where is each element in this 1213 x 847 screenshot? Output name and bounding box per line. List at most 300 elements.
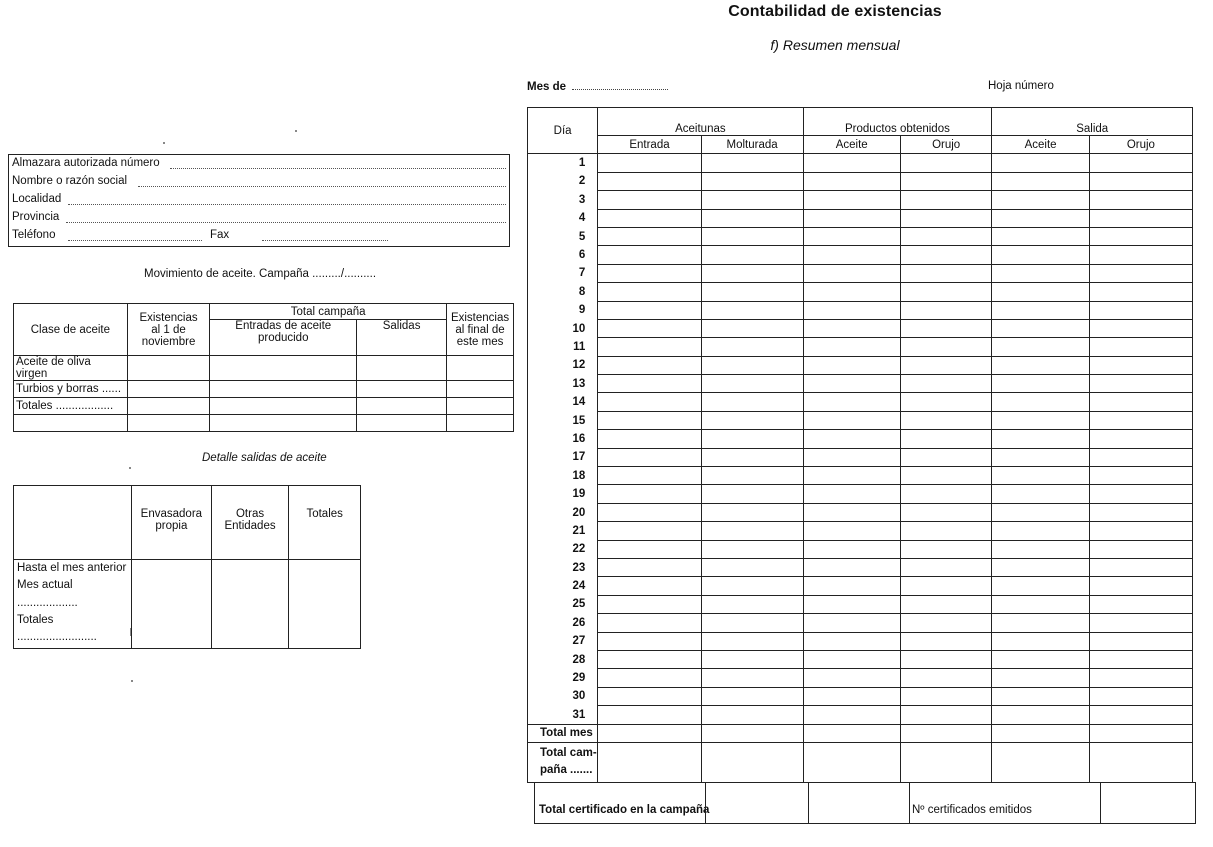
cell[interactable]: [701, 614, 803, 632]
cell[interactable]: [900, 154, 991, 172]
cell[interactable]: [598, 338, 701, 356]
cell[interactable]: [900, 669, 991, 687]
cell[interactable]: [992, 687, 1089, 705]
cell[interactable]: [1089, 650, 1192, 668]
resumen-table: [527, 107, 1193, 783]
cell[interactable]: [900, 706, 991, 724]
cert-cell-1[interactable]: [705, 783, 808, 823]
cell[interactable]: [357, 356, 447, 381]
cell[interactable]: [992, 356, 1089, 374]
cell[interactable]: [1089, 338, 1192, 356]
cell[interactable]: [1089, 706, 1192, 724]
cell[interactable]: [803, 430, 900, 448]
cell[interactable]: [701, 632, 803, 650]
cell[interactable]: [701, 540, 803, 558]
id-row-provincia[interactable]: [12, 211, 59, 228]
cell[interactable]: [803, 209, 900, 227]
cell[interactable]: [701, 154, 803, 172]
day-number: 12: [528, 356, 598, 374]
cell[interactable]: [701, 430, 803, 448]
cell[interactable]: [900, 742, 991, 782]
cell[interactable]: [900, 264, 991, 282]
cell[interactable]: [598, 209, 701, 227]
cell[interactable]: [900, 319, 991, 337]
day-row: [528, 650, 1193, 668]
cell[interactable]: [1089, 614, 1192, 632]
movimiento-table: [13, 303, 514, 432]
cell[interactable]: [598, 301, 701, 319]
hoja-label: Hoja número: [988, 80, 1054, 92]
day-row: [528, 595, 1193, 613]
cell[interactable]: [803, 393, 900, 411]
cell[interactable]: [803, 319, 900, 337]
cell[interactable]: [900, 356, 991, 374]
cell[interactable]: [598, 264, 701, 282]
cell[interactable]: [803, 301, 900, 319]
cell[interactable]: [1089, 669, 1192, 687]
sub-orujo: Orujo: [900, 136, 991, 154]
cell[interactable]: [992, 724, 1089, 742]
cell[interactable]: [900, 558, 991, 576]
day-row: [528, 264, 1193, 282]
cell[interactable]: [598, 411, 701, 429]
cell[interactable]: [803, 632, 900, 650]
cell[interactable]: [992, 338, 1089, 356]
cell[interactable]: [598, 467, 701, 485]
col-otras: Otras Entidades: [211, 486, 289, 560]
cell[interactable]: [447, 398, 514, 415]
cell[interactable]: [803, 687, 900, 705]
day-row: [528, 301, 1193, 319]
id-row-nombre[interactable]: [12, 175, 127, 192]
cell[interactable]: [447, 381, 514, 398]
day-row: [528, 448, 1193, 466]
cell[interactable]: [992, 503, 1089, 521]
cell[interactable]: [900, 687, 991, 705]
cell[interactable]: [900, 724, 991, 742]
cell[interactable]: [598, 742, 701, 782]
cell[interactable]: [992, 448, 1089, 466]
cell[interactable]: [803, 172, 900, 190]
day-number: 6: [528, 246, 598, 264]
day-number: 4: [528, 209, 598, 227]
cell[interactable]: [900, 411, 991, 429]
cell[interactable]: [701, 246, 803, 264]
id-dots: [170, 168, 506, 169]
day-row: [528, 393, 1193, 411]
cell[interactable]: [598, 650, 701, 668]
cell[interactable]: [992, 540, 1089, 558]
col-envasadora: Envasadora propia: [132, 486, 212, 560]
cell[interactable]: [1089, 687, 1192, 705]
cell[interactable]: [803, 246, 900, 264]
cell[interactable]: [803, 650, 900, 668]
id-label: Almazara autorizada número: [12, 157, 160, 169]
cell[interactable]: [701, 650, 803, 668]
day-row: [528, 209, 1193, 227]
cell[interactable]: [992, 246, 1089, 264]
cell[interactable]: [701, 209, 803, 227]
cell[interactable]: [127, 356, 210, 381]
cell[interactable]: [992, 375, 1089, 393]
cell[interactable]: [701, 393, 803, 411]
row-total-campana: Total cam- paña .......: [528, 742, 598, 782]
cell[interactable]: [598, 485, 701, 503]
day-number: 30: [528, 687, 598, 705]
cell[interactable]: [803, 411, 900, 429]
cell[interactable]: [598, 172, 701, 190]
id-row-almazara[interactable]: [12, 157, 160, 174]
cell[interactable]: [598, 356, 701, 374]
day-number: 7: [528, 264, 598, 282]
cell[interactable]: [598, 706, 701, 724]
cell[interactable]: [1089, 485, 1192, 503]
cell[interactable]: [1089, 375, 1192, 393]
cell[interactable]: [701, 227, 803, 245]
cell[interactable]: [598, 540, 701, 558]
day-number: 26: [528, 614, 598, 632]
cell[interactable]: [701, 577, 803, 595]
det-row-actual: Mes actual ...................: [17, 579, 78, 609]
cell[interactable]: [701, 338, 803, 356]
cell[interactable]: [803, 614, 900, 632]
cell[interactable]: [127, 415, 210, 432]
cell[interactable]: [598, 227, 701, 245]
cell[interactable]: [598, 522, 701, 540]
identification-box: [8, 154, 510, 247]
cell[interactable]: [803, 154, 900, 172]
day-number: 5: [528, 227, 598, 245]
cell[interactable]: [803, 448, 900, 466]
cell[interactable]: [803, 375, 900, 393]
sub-entrada: Entrada: [598, 136, 701, 154]
det-row-labels: [14, 560, 132, 649]
cell[interactable]: [992, 650, 1089, 668]
cell[interactable]: [598, 191, 701, 209]
day-number: 9: [528, 301, 598, 319]
cell[interactable]: [701, 375, 803, 393]
day-number: 18: [528, 467, 598, 485]
day-number: 17: [528, 448, 598, 466]
day-number: 21: [528, 522, 598, 540]
cell[interactable]: [900, 191, 991, 209]
day-row: [528, 632, 1193, 650]
cell[interactable]: [803, 706, 900, 724]
cell[interactable]: [1089, 724, 1192, 742]
day-number: 22: [528, 540, 598, 558]
cell[interactable]: [900, 577, 991, 595]
cell[interactable]: [803, 356, 900, 374]
cell[interactable]: [900, 375, 991, 393]
cell[interactable]: [803, 503, 900, 521]
day-number: 10: [528, 319, 598, 337]
cell[interactable]: [900, 540, 991, 558]
cell[interactable]: [701, 706, 803, 724]
cell[interactable]: [127, 398, 210, 415]
cell[interactable]: [900, 595, 991, 613]
cell[interactable]: [701, 558, 803, 576]
cell[interactable]: [992, 485, 1089, 503]
col-dia: Día: [528, 108, 598, 154]
cell[interactable]: [992, 577, 1089, 595]
id-dots: [68, 240, 202, 241]
page-subtitle: f) Resumen mensual: [770, 37, 900, 53]
cell[interactable]: [1089, 319, 1192, 337]
cell[interactable]: [701, 724, 803, 742]
cell[interactable]: [701, 283, 803, 301]
cell[interactable]: [1089, 742, 1192, 782]
day-number: 8: [528, 283, 598, 301]
cell[interactable]: [1089, 283, 1192, 301]
cell[interactable]: [900, 227, 991, 245]
id-label: Nombre o razón social: [12, 175, 128, 187]
cell[interactable]: [210, 415, 357, 432]
cell[interactable]: [701, 522, 803, 540]
cell[interactable]: [447, 415, 514, 432]
id-dots: [66, 222, 506, 223]
cell[interactable]: [598, 687, 701, 705]
mes-label: Mes de: [527, 81, 566, 93]
cell[interactable]: [900, 172, 991, 190]
footer-certificados: [534, 782, 1196, 824]
cell[interactable]: [803, 191, 900, 209]
cell[interactable]: [900, 632, 991, 650]
cell[interactable]: [357, 398, 447, 415]
cell[interactable]: [1089, 503, 1192, 521]
cell[interactable]: [701, 191, 803, 209]
cell[interactable]: [900, 338, 991, 356]
cell[interactable]: [598, 283, 701, 301]
cell[interactable]: [992, 227, 1089, 245]
cell[interactable]: [1089, 540, 1192, 558]
sub-molturada: Molturada: [701, 136, 803, 154]
cell[interactable]: [210, 381, 357, 398]
cell[interactable]: [1089, 522, 1192, 540]
cell[interactable]: [598, 430, 701, 448]
cell[interactable]: [357, 415, 447, 432]
cell[interactable]: [803, 283, 900, 301]
cell[interactable]: [1089, 356, 1192, 374]
cell[interactable]: [357, 381, 447, 398]
cell[interactable]: [803, 577, 900, 595]
cell[interactable]: [1089, 191, 1192, 209]
day-row: [528, 522, 1193, 540]
cell[interactable]: [900, 467, 991, 485]
cell[interactable]: [132, 560, 212, 649]
id-dots: [68, 204, 506, 205]
day-row: [528, 411, 1193, 429]
cell[interactable]: [803, 227, 900, 245]
col-clase-aceite: Clase de aceite: [14, 304, 128, 356]
cell[interactable]: [598, 375, 701, 393]
cell[interactable]: [1089, 411, 1192, 429]
cell[interactable]: [992, 191, 1089, 209]
cell[interactable]: [803, 467, 900, 485]
row-turbios: Turbios y borras ......: [14, 381, 128, 398]
cell[interactable]: [598, 246, 701, 264]
cell[interactable]: [992, 595, 1089, 613]
cell[interactable]: [1089, 577, 1192, 595]
col-totales: Totales: [289, 486, 361, 560]
cell[interactable]: [992, 522, 1089, 540]
cell[interactable]: [1089, 467, 1192, 485]
day-row: [528, 614, 1193, 632]
cell[interactable]: [900, 485, 991, 503]
cell[interactable]: [598, 393, 701, 411]
col-salidas: Salidas: [357, 320, 447, 356]
cell[interactable]: [803, 558, 900, 576]
cell[interactable]: [701, 172, 803, 190]
cell[interactable]: [992, 301, 1089, 319]
cell[interactable]: [1089, 595, 1192, 613]
col-total-campana: Total campaña: [210, 304, 447, 320]
cell[interactable]: [701, 687, 803, 705]
day-number: 28: [528, 650, 598, 668]
cell[interactable]: [1089, 448, 1192, 466]
cell[interactable]: [701, 319, 803, 337]
day-number: 25: [528, 595, 598, 613]
mes-field[interactable]: [527, 80, 668, 93]
cell[interactable]: [900, 393, 991, 411]
cell[interactable]: [1089, 558, 1192, 576]
day-number: 2: [528, 172, 598, 190]
cell[interactable]: [992, 172, 1089, 190]
cell[interactable]: [992, 209, 1089, 227]
cell[interactable]: [1089, 301, 1192, 319]
cell[interactable]: [900, 503, 991, 521]
cell[interactable]: [900, 614, 991, 632]
day-row: [528, 154, 1193, 172]
cell[interactable]: [992, 558, 1089, 576]
cell[interactable]: [1089, 154, 1192, 172]
cell[interactable]: [701, 356, 803, 374]
cell[interactable]: [598, 632, 701, 650]
cell[interactable]: [1089, 209, 1192, 227]
cell[interactable]: [1089, 246, 1192, 264]
cell[interactable]: [210, 398, 357, 415]
cell[interactable]: [1089, 430, 1192, 448]
cell[interactable]: [803, 264, 900, 282]
cell[interactable]: [1089, 632, 1192, 650]
sub-salida-orujo: Orujo: [1089, 136, 1192, 154]
cell[interactable]: [803, 742, 900, 782]
cell[interactable]: [701, 411, 803, 429]
cell[interactable]: [701, 503, 803, 521]
cell[interactable]: [701, 742, 803, 782]
cell[interactable]: [1089, 264, 1192, 282]
cell[interactable]: [127, 381, 210, 398]
cell[interactable]: [598, 448, 701, 466]
row-totales: Totales ..................: [14, 398, 128, 415]
day-row: [528, 172, 1193, 190]
cell[interactable]: [900, 650, 991, 668]
cell[interactable]: [992, 742, 1089, 782]
cell[interactable]: [992, 283, 1089, 301]
cell[interactable]: [701, 467, 803, 485]
cell[interactable]: [992, 467, 1089, 485]
cell[interactable]: [992, 614, 1089, 632]
cell[interactable]: [598, 558, 701, 576]
cell[interactable]: [992, 706, 1089, 724]
day-row: [528, 485, 1193, 503]
cell[interactable]: [992, 411, 1089, 429]
cell[interactable]: [598, 724, 701, 742]
cell[interactable]: [289, 560, 361, 649]
cell[interactable]: [803, 338, 900, 356]
cell[interactable]: [701, 669, 803, 687]
cell[interactable]: [803, 485, 900, 503]
cell[interactable]: [900, 301, 991, 319]
cell[interactable]: [701, 264, 803, 282]
cell[interactable]: [900, 430, 991, 448]
cell[interactable]: [598, 154, 701, 172]
day-row: [528, 503, 1193, 521]
cell[interactable]: [598, 614, 701, 632]
day-number: 24: [528, 577, 598, 595]
row-total-mes: Total mes: [528, 724, 598, 742]
cell[interactable]: [900, 448, 991, 466]
cell[interactable]: [900, 283, 991, 301]
cert-cell-3[interactable]: [1100, 783, 1196, 823]
cell[interactable]: [210, 356, 357, 381]
cell[interactable]: [992, 430, 1089, 448]
col-existencias-inicio: Existencias al 1 de noviembre: [127, 304, 210, 356]
group-productos: Productos obtenidos: [803, 108, 992, 136]
cell[interactable]: [900, 522, 991, 540]
cell[interactable]: [803, 724, 900, 742]
cell[interactable]: [992, 632, 1089, 650]
cell[interactable]: [598, 577, 701, 595]
cell[interactable]: [447, 356, 514, 381]
cell[interactable]: [211, 560, 289, 649]
cell[interactable]: [1089, 393, 1192, 411]
cert-cell-2[interactable]: [808, 783, 910, 823]
cell[interactable]: [992, 669, 1089, 687]
cell[interactable]: [992, 154, 1089, 172]
day-row: [528, 540, 1193, 558]
cell[interactable]: [1089, 172, 1192, 190]
cell[interactable]: [803, 669, 900, 687]
cell[interactable]: [992, 264, 1089, 282]
cell[interactable]: [598, 595, 701, 613]
day-number: 11: [528, 338, 598, 356]
cell[interactable]: [803, 522, 900, 540]
cell[interactable]: [900, 209, 991, 227]
day-row: [528, 577, 1193, 595]
detalle-table: [13, 485, 361, 649]
cell[interactable]: [992, 393, 1089, 411]
page-title: Contabilidad de existencias: [728, 3, 942, 20]
certificados-emitidos-label: Nº certificados emitidos: [912, 804, 1032, 816]
day-number: 13: [528, 375, 598, 393]
id-row-localidad[interactable]: [12, 193, 61, 210]
cell[interactable]: [1089, 227, 1192, 245]
cell[interactable]: [900, 246, 991, 264]
cell[interactable]: [701, 485, 803, 503]
id-row-telefono[interactable]: [12, 229, 230, 246]
cell[interactable]: [992, 319, 1089, 337]
cell[interactable]: [803, 540, 900, 558]
cell[interactable]: [598, 503, 701, 521]
cell[interactable]: [701, 595, 803, 613]
cell[interactable]: [803, 595, 900, 613]
day-row: [528, 356, 1193, 374]
cell[interactable]: [701, 448, 803, 466]
day-row: [528, 706, 1193, 724]
cell[interactable]: [598, 669, 701, 687]
cell[interactable]: [701, 301, 803, 319]
cell[interactable]: [598, 319, 701, 337]
